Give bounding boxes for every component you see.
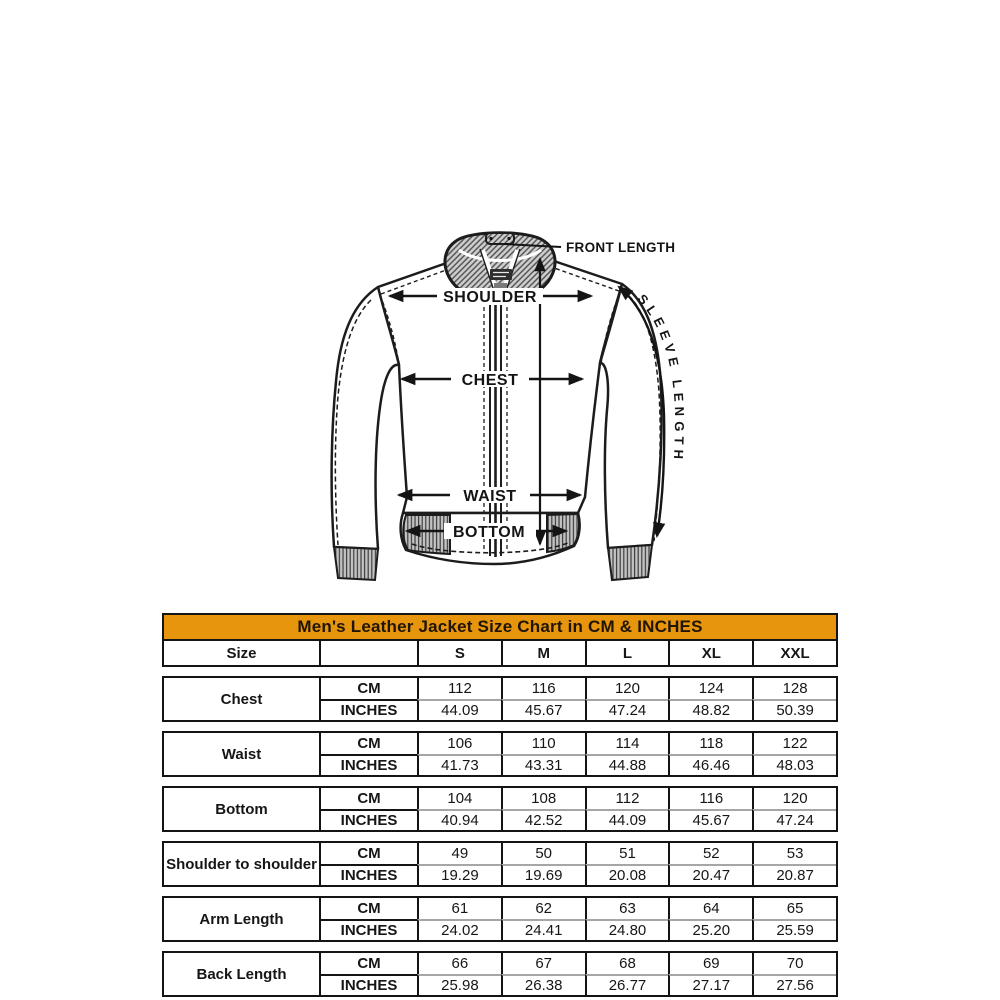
value-cell: 70 [752,953,836,974]
value-cell: 128 [752,678,836,699]
value-cell: 67 [501,953,585,974]
value-cell: 50 [501,843,585,864]
value-cell: 53 [752,843,836,864]
measurement-block-bottom [162,786,838,832]
left-cuff [334,547,378,580]
value-cell: 64 [668,898,752,919]
value-cell: 48.82 [668,699,752,720]
value-cell: 26.38 [501,974,585,995]
brand-label [490,269,512,280]
value-cell: 41.73 [417,754,501,775]
measurement-block-back-length [162,951,838,997]
column-header-xl: XL [668,641,752,665]
value-cell: 63 [585,898,669,919]
bottom-label: BOTTOM [452,524,526,541]
value-cell: 43.31 [501,754,585,775]
value-cell: 20.87 [752,864,836,885]
value-cell: 20.47 [668,864,752,885]
waist-label: WAIST [463,488,517,505]
value-cell: 48.03 [752,754,836,775]
value-cell: 106 [417,733,501,754]
right-cuff [608,545,652,580]
value-cell: 26.77 [585,974,669,995]
snap-button-right [507,237,510,240]
column-header-s: S [417,641,501,665]
value-cell: 24.80 [585,919,669,940]
value-cell: 24.02 [417,919,501,940]
table-title-bar [164,615,836,641]
measurement-label: Arm Length [199,910,284,928]
unit-inches-label: INCHES [319,919,417,940]
value-cell: 50.39 [752,699,836,720]
value-cell: 65 [752,898,836,919]
value-cell: 62 [501,898,585,919]
front-length-label: FRONT LENGTH [566,240,676,255]
value-cell: 118 [668,733,752,754]
size-header-row [164,641,836,665]
hem-panel-left [403,515,450,554]
value-cell: 45.67 [668,809,752,830]
measurement-label: Back Length [196,965,287,983]
unit-cm-label: CM [319,898,417,919]
measurement-label: Bottom [215,800,268,818]
size-chart [162,613,838,997]
measurement-block-arm-length [162,896,838,942]
value-cell: 112 [417,678,501,699]
value-cell: 108 [501,788,585,809]
value-cell: 68 [585,953,669,974]
column-header-xxl: XXL [752,641,836,665]
jacket-svg [318,218,694,590]
value-cell: 42.52 [501,809,585,830]
value-cell: 40.94 [417,809,501,830]
value-cell: 104 [417,788,501,809]
value-cell: 19.29 [417,864,501,885]
value-cell: 116 [668,788,752,809]
value-cell: 114 [585,733,669,754]
value-cell: 45.67 [501,699,585,720]
value-cell: 69 [668,953,752,974]
value-cell: 52 [668,843,752,864]
unit-inches-label: INCHES [319,974,417,995]
size-header-label: Size [226,644,257,662]
value-cell: 49 [417,843,501,864]
value-cell: 116 [501,678,585,699]
value-cell: 124 [668,678,752,699]
value-cell: 27.56 [752,974,836,995]
value-cell: 122 [752,733,836,754]
value-cell: 44.09 [585,809,669,830]
measurement-label: Shoulder to shoulder [166,855,317,873]
value-cell: 120 [585,678,669,699]
unit-cm-label: CM [319,733,417,754]
value-cell: 25.98 [417,974,501,995]
table-title: Men's Leather Jacket Size Chart in CM & INCHES [297,617,703,636]
unit-inches-label: INCHES [319,699,417,720]
value-cell: 110 [501,733,585,754]
measurement-block-waist [162,731,838,777]
unit-cm-label: CM [319,843,417,864]
value-cell: 24.41 [501,919,585,940]
measurement-block-chest [162,676,838,722]
table-header-group [162,613,838,667]
value-cell: 47.24 [752,809,836,830]
sleeve-length-textpath: SLEEVE LENGTH [634,291,688,465]
unit-header-spacer [319,641,417,665]
snap-button-left [489,237,492,240]
value-cell: 120 [752,788,836,809]
value-cell: 25.59 [752,919,836,940]
column-header-m: M [501,641,585,665]
unit-cm-label: CM [319,953,417,974]
value-cell: 27.17 [668,974,752,995]
value-cell: 20.08 [585,864,669,885]
value-cell: 66 [417,953,501,974]
unit-cm-label: CM [319,678,417,699]
measurement-block-shoulder [162,841,838,887]
value-cell: 51 [585,843,669,864]
unit-cm-label: CM [319,788,417,809]
value-cell: 46.46 [668,754,752,775]
measurement-label: Waist [221,745,262,763]
chest-label: CHEST [461,372,519,389]
jacket-diagram [318,218,694,590]
left-sleeve [332,287,399,549]
unit-inches-label: INCHES [319,864,417,885]
shoulder-label: SHOULDER [443,289,537,306]
value-cell: 25.20 [668,919,752,940]
value-cell: 112 [585,788,669,809]
measurement-label: Chest [220,690,263,708]
value-cell: 61 [417,898,501,919]
value-cell: 44.88 [585,754,669,775]
value-cell: 47.24 [585,699,669,720]
column-header-l: L [585,641,669,665]
unit-inches-label: INCHES [319,754,417,775]
value-cell: 44.09 [417,699,501,720]
unit-inches-label: INCHES [319,809,417,830]
value-cell: 19.69 [501,864,585,885]
